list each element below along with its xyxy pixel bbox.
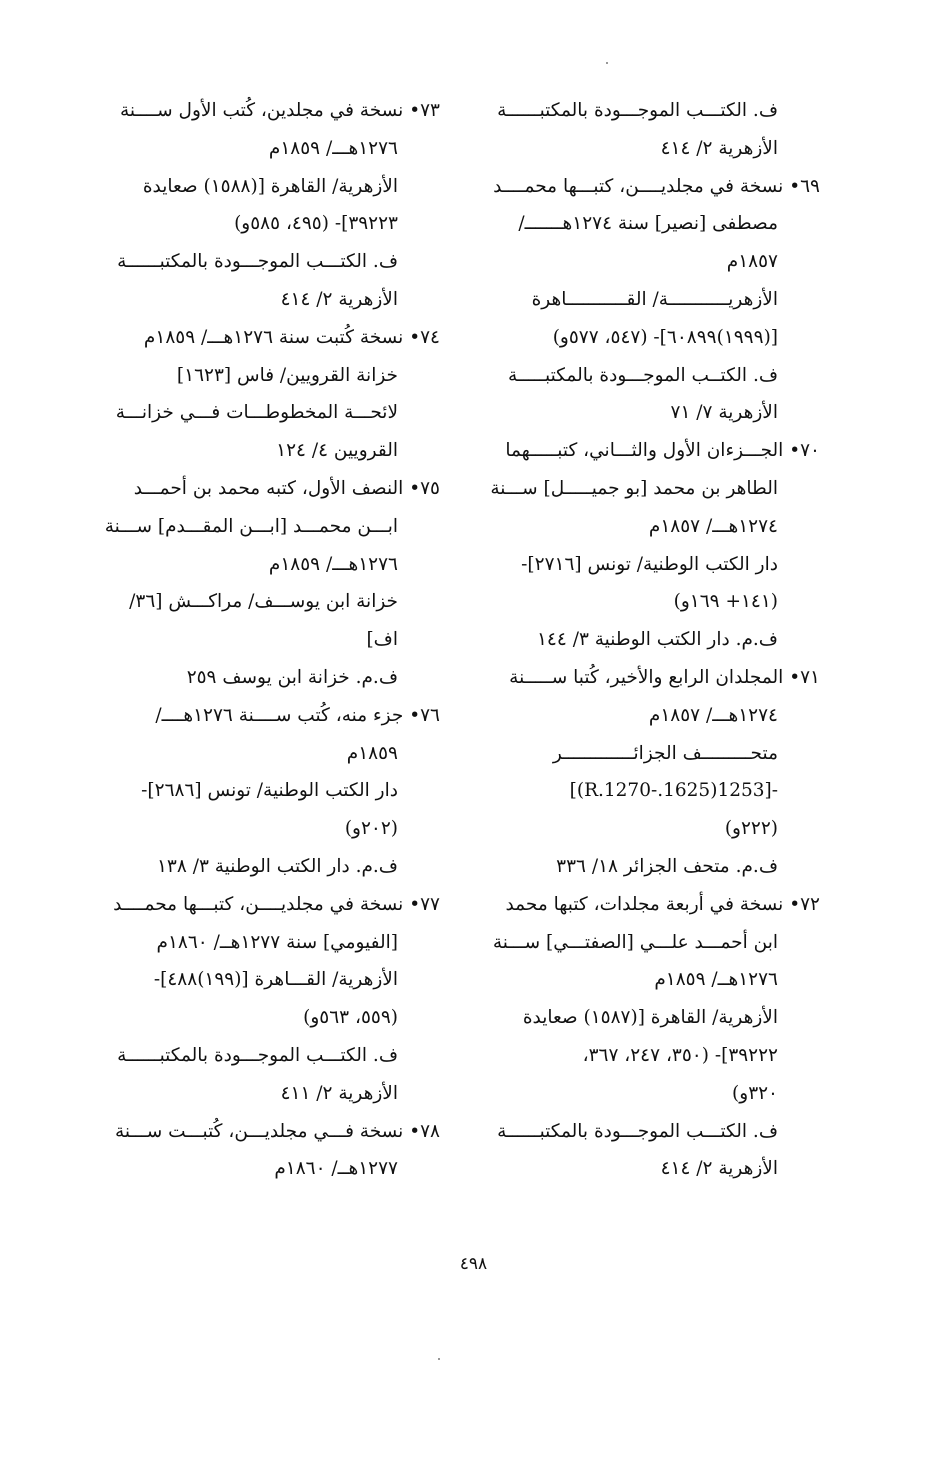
entry-line: ف.م. متحف الجزائر ١٨/ ٣٣٦ — [556, 855, 778, 877]
entry-line: ١٢٧٦هـــ/ ١٨٥٩م — [268, 137, 398, 159]
entry-line: ابن أحمـــد علـــي [الصفتـــي] ســـنة — [492, 931, 778, 953]
entry-line: الأزهرية ٧/ ٧١ — [670, 402, 778, 424]
entry-line: ١٢٧٤هـــ/ ١٨٥٧م — [648, 704, 778, 726]
entry-line: لائحـــة المخطوطـــات فـــي خزانـــة — [115, 402, 398, 424]
entry-line: الأزهرية ٢/ ٤١١ — [280, 1082, 398, 1104]
entry-line: دار الكتب الوطنية/ تونس [٢٦٨٦]- — [141, 780, 398, 802]
entry-line: [(١٩٩٩)٦٠٨٩٩]- (٥٤٧، ٥٧٧و) — [552, 326, 778, 348]
entry-first-line: ٧٢• نسخة في أربعة مجلدات، كتبها محمد — [505, 893, 820, 915]
entry-line: ف.م. خزانة ابن يوسف ٢٥٩ — [186, 666, 398, 688]
entry-first-line: ٧٧• نسخة في مجلديــــن، كتبـــها محمــــد — [113, 893, 440, 915]
entry-first-line: ٧٥• النصف الأول، كتبه محمد بن أحمـــد — [133, 477, 440, 499]
entry-line: ١٨٥٧م — [726, 251, 778, 273]
scan-speck — [606, 62, 608, 64]
entry-line: (٢٠٢و) — [344, 818, 398, 840]
right-column — [468, 92, 820, 1188]
entry-line: ف. الكتـــب الموجـــودة بالمكتبــــــة — [117, 251, 398, 273]
entry-line: خزانة ابن يوســـف/ مراكـــش [٣٦/ — [129, 591, 398, 613]
entry-line: متحـــــــــف الجزائـــــــــــــر — [552, 742, 778, 764]
entry-line: ١٨٥٩م — [346, 742, 398, 764]
entry-line: (٢٢٢و) — [724, 818, 778, 840]
entry-first-line: ٧١• المجلدان الرابع والأخير، كُتبا ســـــنة — [509, 666, 820, 688]
entry-line: الأزهريـــــــــــة/ القـــــــــــاهرة — [531, 288, 778, 310]
entry-line: الأزهرية ٢/ ٤١٤ — [280, 288, 398, 310]
entry-line: اف] — [366, 629, 398, 651]
entry-line: ١٢٧٦هـــ/ ١٨٥٩م — [268, 553, 398, 575]
entry-first-line: ٧٣• نسخة في مجلدين، كُتب الأول ســــنة — [119, 100, 440, 121]
entry-line: ٣٩٢٢٣]- (٤٩٥، ٥٨٥و) — [234, 213, 398, 235]
entry-line: ف.م. دار الكتب الوطنية ٣/ ١٤٤ — [537, 629, 778, 651]
entry-line: (٥٥٩، ٥٦٣و) — [303, 1007, 398, 1029]
entry-line: مصطفى [نصير] سنة ١٢٧٤هـــــــ/ — [518, 213, 778, 235]
entry-line: الأزهرية/ القاهرة [(١٥٨٧) صعايدة — [522, 1007, 778, 1029]
entry-line: الطاهر بن محمد [بو جميـــــل] ســـنة — [490, 477, 778, 499]
entry-line: ف. الكتـــب الموجـــودة بالمكتبــــــة — [497, 100, 778, 121]
entry-first-line: ٦٩• نسخة في مجلديــــن، كتبـــها محمــــد — [493, 175, 820, 197]
entry-line: ف. الكتــب الموجـــودة بالمكتبـــــة — [507, 364, 778, 386]
entry-line: ١٢٧٦هــ/ ١٨٥٩م — [654, 969, 778, 991]
entry-line: ١٢٧٧هــ/ ١٨٦٠م — [274, 1158, 398, 1180]
entry-line: ١٢٧٤هـــ/ ١٨٥٧م — [648, 515, 778, 537]
entry-first-line: ٧٨• نسخة فـــي مجلديـــن، كُتبـــت ســـنة — [114, 1120, 440, 1142]
entry-line: ٣٢٠و) — [732, 1082, 778, 1104]
entry-first-line: ٧٦• جزء منه، كُتب ســــنة ١٢٧٦هــــ/ — [155, 704, 440, 726]
entry-line: [الفيومي] سنة ١٢٧٧هــ/ ١٨٦٠م — [156, 931, 398, 953]
entry-line: الأزهرية ٢/ ٤١٤ — [660, 137, 778, 159]
entry-line: -[1253(1625.-R.1270)] — [569, 780, 778, 802]
entry-line: دار الكتب الوطنية/ تونس [٢٧١٦]- — [521, 553, 778, 575]
entry-line: ٣٩٢٢٢]- (٣٥٠، ٢٤٧، ٣٦٧، — [582, 1044, 778, 1066]
entry-line: (١٤١+ ١٦٩و) — [673, 591, 778, 613]
entry-first-line: ٧٠• الجـــزءان الأول والثـــاني، كتبـــــهما — [505, 440, 820, 462]
entry-line: ف.م. دار الكتب الوطنية ٣/ ١٣٨ — [157, 855, 398, 877]
entry-line: الأزهرية ٢/ ٤١٤ — [660, 1158, 778, 1180]
left-column — [88, 92, 440, 1188]
entry-line: ف. الكتـــب الموجـــودة بالمكتبــــــة — [497, 1120, 778, 1142]
entry-line: الأزهرية/ القاهرة [(١٥٨٨) صعايدة — [142, 175, 398, 197]
entry-line: الأزهرية/ القـــاهرة [(١٩٩)٤٨٨]- — [153, 969, 398, 991]
entry-line: خزانة القرويين/ فاس [١٦٢٣] — [176, 364, 398, 386]
entry-line: ابـــن محمـــد [ابـــن المقـــدم] ســـنة — [104, 515, 398, 537]
entry-line: ف. الكتـــب الموجـــودة بالمكتبــــــة — [117, 1044, 398, 1066]
entry-line: القرويين ٤/ ١٢٤ — [276, 440, 398, 462]
entry-first-line: ٧٤• نسخة كُتبت سنة ١٢٧٦هـــ/ ١٨٥٩م — [143, 326, 440, 348]
scan-speck — [438, 1358, 440, 1360]
page-number: ٤٩٨ — [459, 1254, 488, 1274]
